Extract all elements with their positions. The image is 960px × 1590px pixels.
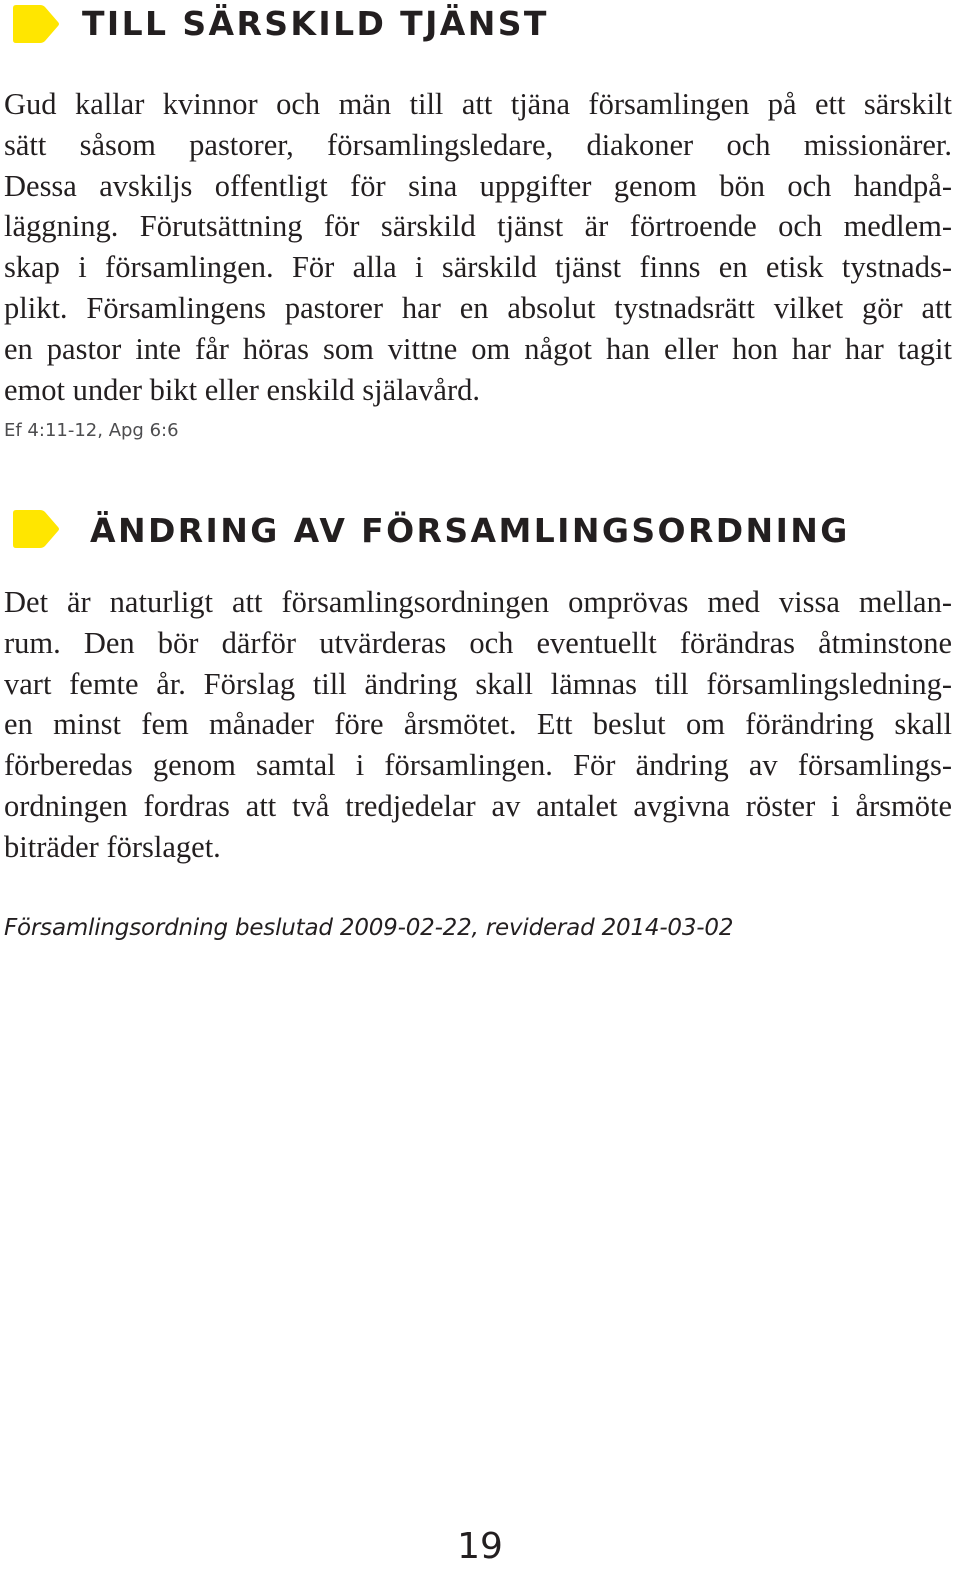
section-heading-row xyxy=(4,509,952,559)
paragraph-line: Dessa avskiljs offentligt för sina uppgifter genom bön och handpå- xyxy=(4,168,952,203)
adoption-note: Församlingsordning beslutad 2009-02-22, reviderad 2014-03-02 xyxy=(4,915,734,941)
paragraph-line: förberedas genom samtal i församlingen. För ändring av församlings- xyxy=(4,748,952,783)
section-till-sarskild-tjanst xyxy=(4,2,952,441)
paragraph-line: biträder förslaget. xyxy=(4,829,221,864)
paragraph-line: läggning. Förutsättning för särskild tjänst är förtroende och medlem- xyxy=(4,209,952,244)
paragraph-line: en minst fem månader före årsmötet. Ett beslut om förändring skall xyxy=(4,707,952,742)
paragraph-line: plikt. Församlingens pastorer har en absolut tystnadsrätt vilket gör att xyxy=(4,290,952,325)
yellow-arrow-marker-icon xyxy=(10,4,60,44)
paragraph-line: skap i församlingen. För alla i särskild tjänst finns en etisk tystnads- xyxy=(4,250,952,285)
section-andring-av-forsamlingsordning xyxy=(4,509,952,868)
yellow-arrow-marker-icon xyxy=(10,509,60,549)
paragraph-line: Det är naturligt att församlingsordningen omprövas med vissa mellan- xyxy=(4,585,952,619)
paragraph-line: rum. Den bör därför utvärderas och eventuellt förändras åtminstone xyxy=(4,625,952,660)
section-heading: ÄNDRING AV FÖRSAMLINGSORDNING xyxy=(90,511,850,550)
scripture-reference: Ef 4:11-12, Apg 6:6 xyxy=(4,420,179,442)
section-heading: TILL SÄRSKILD TJÄNST xyxy=(82,4,549,43)
paragraph-line: sätt såsom pastorer, församlingsledare, diakoner och missionärer. xyxy=(4,127,952,162)
paragraph-line: emot under bikt eller enskild själavård. xyxy=(4,372,480,407)
paragraph-line: Gud kallar kvinnor och män till att tjäna församlingen på ett särskilt xyxy=(4,87,952,121)
page-number: 19 xyxy=(457,1526,503,1567)
section-paragraph xyxy=(4,582,952,868)
paragraph-line: vart femte år. Förslag till ändring skall lämnas till församlingsledning- xyxy=(4,666,952,701)
paragraph-line: en pastor inte får höras som vittne om något han eller hon har har tagit xyxy=(4,331,952,366)
section-heading-row xyxy=(4,2,952,52)
section-paragraph xyxy=(4,84,952,410)
paragraph-line: ordningen fordras att två tredjedelar av antalet avgivna röster i årsmöte xyxy=(4,788,952,823)
